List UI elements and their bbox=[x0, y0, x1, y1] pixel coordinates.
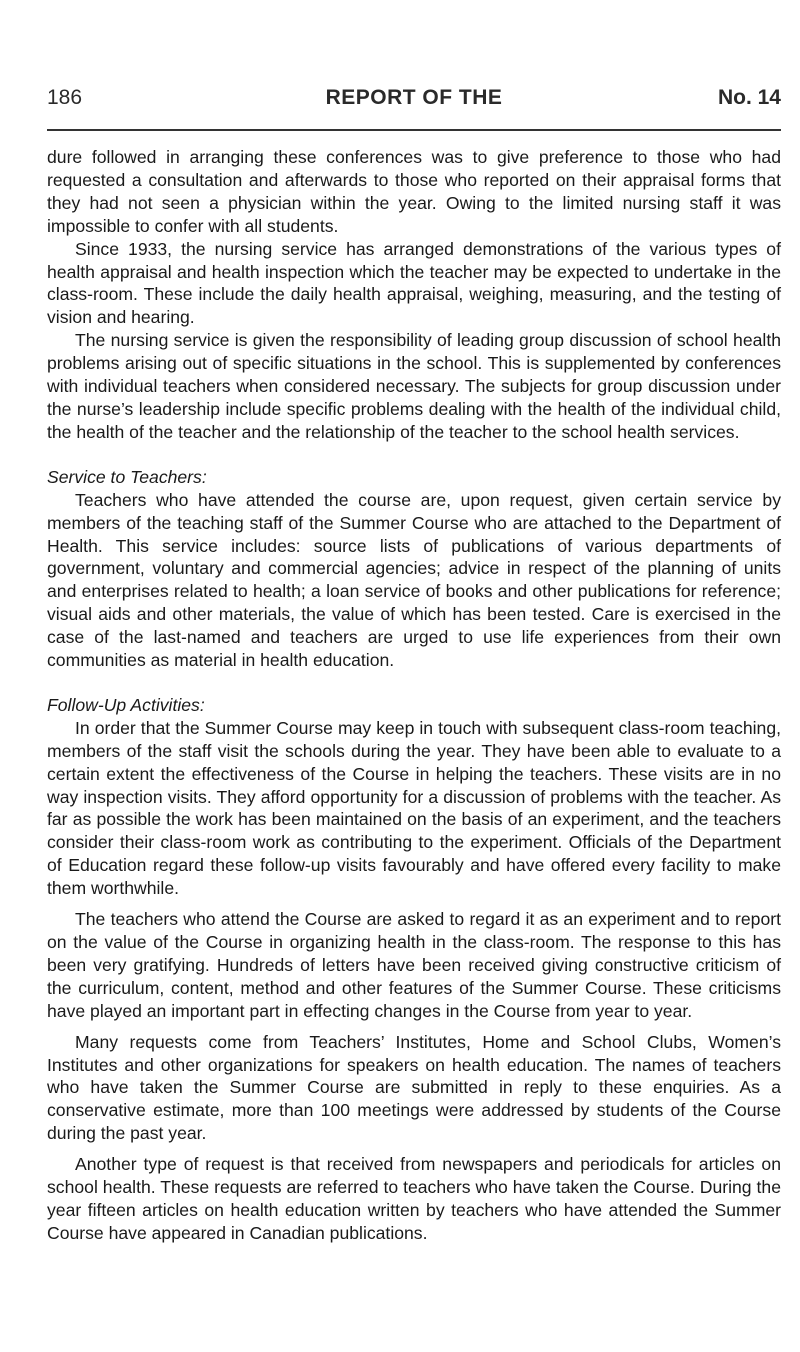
paragraph-6: The teachers who attend the Course are asked to regard it as an experiment and to report on the value of the Course in organizing health in the class-room. The response to this has been very gratifying. Hundreds of letters have been received giving constructive criticism of the curriculum, content, method and other features of the Summer Course. These criticisms have played an important part in effecting changes in the Course from year to year. bbox=[47, 909, 781, 1021]
body-text bbox=[47, 146, 781, 1245]
section-heading-follow-up: Follow-Up Activities: bbox=[47, 694, 205, 715]
header-rule bbox=[47, 129, 781, 131]
page-header bbox=[47, 86, 781, 116]
page-title: REPORT OF THE bbox=[325, 86, 503, 109]
paragraph-3: The nursing service is given the responsibility of leading group discussion of school health problems arising out of specific situations in the school. This is supplemented by conferences with individual teachers when considered necessary. The subjects for group discussion under the nurse’s leadership include specific problems dealing with the health of the individual child, the health of the teacher and the relationship of the teacher to the school health services. bbox=[47, 330, 781, 442]
paragraph-2: Since 1933, the nursing service has arranged demonstrations of the various types of health appraisal and health inspection which the teacher may be expected to undertake in the class-room. These include the daily health appraisal, weighing, measuring, and the testing of vision and hearing. bbox=[47, 238, 781, 328]
page-number: 186 bbox=[47, 86, 83, 109]
paragraph-8: Another type of request is that received from newspapers and periodicals for articles on school health. These requests are referred to teachers who have taken the Course. During the year fifteen articles on health education written by teachers who have attended the Summer Course have appeared in Canadian publications. bbox=[47, 1154, 781, 1243]
section-heading-service: Service to Teachers: bbox=[47, 466, 207, 487]
paragraph-7: Many requests come from Teachers’ Institutes, Home and School Clubs, Women’s Institutes and other organizations for speakers on health education. The names of teachers who have taken the Summer Course are submitted in reply to these enquiries. As a conservative estimate, more than 100 meetings were addressed by students of the Course during the past year. bbox=[47, 1031, 781, 1144]
report-number: No. 14 bbox=[717, 86, 781, 109]
paragraph-1: dure followed in arranging these conferences was to give preference to those who had requested a consultation and afterwards to those who reported on their appraisal forms that they had not seen a physician within the year. Owing to the limited nursing staff it was impossible to confer with all students. bbox=[47, 147, 781, 236]
paragraph-4: Teachers who have attended the course are, upon request, given certain service by members of the teaching staff of the Summer Course who are attached to the Department of Health. This service includes: source lists of publications of various departments of government, voluntary and commercial agencies; advice in respect of the planning of units and enterprises related to health; a loan service of books and other publications for reference; visual aids and other materials, the value of which has been tested. Care is exercised in the case of the last-named and teachers are urged to use life experiences from their own communities as material in health education. bbox=[47, 489, 781, 671]
paragraph-5: In order that the Summer Course may keep in touch with subsequent class-room teaching, members of the staff visit the schools during the year. They have been able to evaluate to a certain extent the effectiveness of the Course in helping the teachers. These visits are in no way inspection visits. They afford opportunity for a discussion of problems with the teacher. As far as possible the work has been maintained on the basis of an experiment, and the teachers consider their class-room work as contributing to the experiment. Officials of the Department of Education regard these follow-up visits favourably and have offered every facility to make them worthwhile. bbox=[47, 717, 781, 899]
